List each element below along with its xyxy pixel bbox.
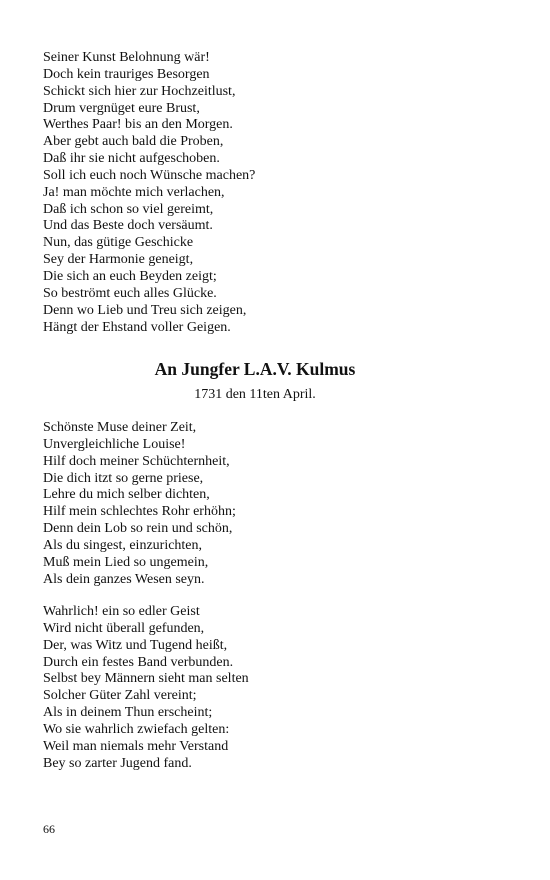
verse-line: Nun, das gütige Geschicke (43, 235, 194, 251)
stanza (43, 604, 249, 772)
verse-line: Daß ich schon so viel gereimt, (43, 201, 214, 217)
page-number: 66 (43, 822, 55, 836)
verse-line: Als du singest, einzurichten, (43, 537, 203, 553)
verse-line: Seiner Kunst Belohnung wär! (43, 50, 210, 65)
poem-date: 1731 den 11ten April. (194, 387, 316, 402)
verse-line: Hilf mein schlechtes Rohr erhöhn; (43, 504, 236, 520)
verse-line: Muß mein Lied so ungemein, (43, 554, 209, 570)
verse-line: Ja! man möchte mich verlachen, (43, 184, 225, 200)
verse-line: Solcher Güter Zahl vereint; (43, 688, 197, 704)
verse-line: Die dich itzt so gerne priese, (43, 470, 204, 486)
verse-line: Weil man niemals mehr Verstand (43, 738, 229, 754)
verse-line: Werthes Paar! bis an den Morgen. (43, 117, 233, 133)
verse-line: Denn wo Lieb und Treu sich zeigen, (43, 302, 247, 318)
verse-line: Drum vergnüget eure Brust, (43, 100, 200, 116)
previous-poem-ending (43, 50, 255, 336)
verse-line: Wo sie wahrlich zwiefach gelten: (43, 721, 230, 737)
verse-line: Hilf doch meiner Schüchternheit, (43, 453, 230, 469)
verse-line: Schönste Muse deiner Zeit, (43, 420, 197, 435)
verse-line: Sey der Harmonie geneigt, (43, 252, 194, 268)
verse-line: Wahrlich! ein so edler Geist (43, 604, 200, 619)
verse-line: Daß ihr sie nicht aufgeschoben. (43, 151, 220, 167)
verse-line: Unvergleichliche Louise! (43, 436, 186, 452)
verse-line: Aber gebt auch bald die Proben, (43, 134, 224, 150)
verse-line: Durch ein festes Band verbunden. (43, 654, 234, 670)
verse-line: Hängt der Ehstand voller Geigen. (43, 319, 231, 335)
verse-line: Als dein ganzes Wesen seyn. (43, 571, 205, 587)
verse-line: Soll ich euch noch Wünsche machen? (43, 167, 256, 183)
verse-line: Lehre du mich selber dichten, (43, 487, 210, 503)
verse-line: So beströmt euch alles Glücke. (43, 285, 217, 301)
verse-line: Denn dein Lob so rein und schön, (43, 521, 233, 537)
verse-line: Doch kein trauriges Besorgen (43, 66, 210, 82)
stanza (43, 420, 236, 588)
poem-title: An Jungfer L.A.V. Kulmus (154, 359, 356, 379)
verse-line: Selbst bey Männern sieht man selten (43, 671, 249, 687)
verse-line: Wird nicht überall gefunden, (43, 620, 205, 636)
verse-line: Bey so zarter Jugend fand. (43, 755, 192, 771)
verse-line: Schickt sich hier zur Hochzeitlust, (43, 83, 236, 99)
verse-line: Die sich an euch Beyden zeigt; (43, 268, 217, 284)
verse-line: Als in deinem Thun erscheint; (43, 705, 213, 721)
verse-line: Der, was Witz und Tugend heißt, (43, 637, 228, 653)
verse-line: Und das Beste doch versäumt. (43, 218, 213, 234)
